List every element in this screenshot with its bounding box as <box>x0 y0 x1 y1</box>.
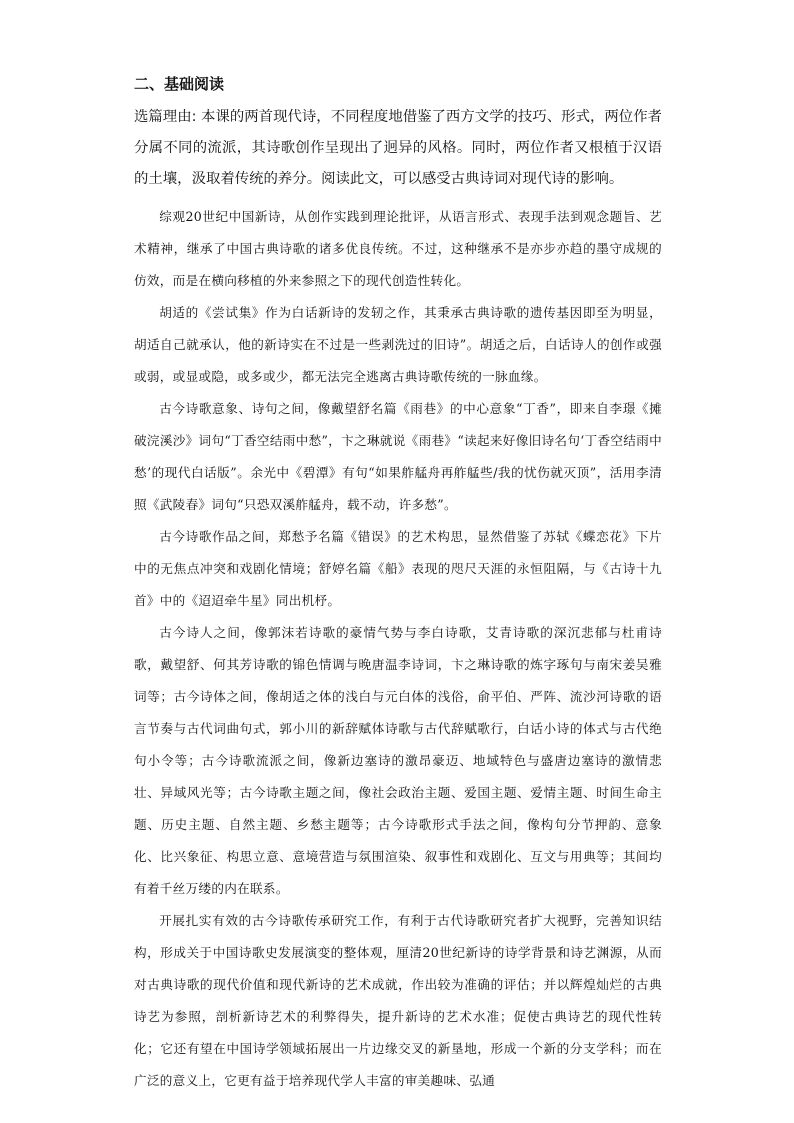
document-content <box>134 72 662 1097</box>
article-paragraph-5: 古今诗人之间，像郭沫若诗歌的豪情气势与李白诗歌，艾青诗歌的深沉悲郁与杜甫诗歌，戴望舒、何其芳诗歌的锦色情调与晚唐温李诗词，卞之琳诗歌的炼字琢句与南宋姜吴雅词等；古今诗体之间，像胡适之体的浅白与元白体的浅俗，俞平伯、严阵、流沙河诗歌的语言节奏与古代词曲句式，郭小川的新辞赋体诗歌与古代辞赋歌行，白话小诗的体式与古代绝句小令等；古今诗歌流派之间，像新边塞诗的激昂豪迈、地域特色与盛唐边塞诗的激情悲壮、异域风光等；古今诗歌主题之间，像社会政治主题、爱国主题、爱情主题、时间生命主题、历史主题、自然主题、乡愁主题等；古今诗歌形式手法之间，像构句分节押韵、意象化、比兴象征、构思立意、意境营造与氛围渲染、叙事性和戏剧化、互文与用典等；其间均有着千丝万缕的内在联系。 <box>134 625 662 896</box>
article-paragraph-2: 胡适的《尝试集》作为白话新诗的发轫之作，其秉承古典诗歌的遗传基因即至为明显，胡适自己就承认，他的新诗实在不过是一些剥洗过的旧诗”。胡适之后，白话诗人的创作或强或弱，或显或隐，或多或少，都无法完全逃离古典诗歌传统的一脉血缘。 <box>134 305 662 384</box>
article-paragraph-3: 古今诗歌意象、诗句之间，像戴望舒名篇《雨巷》的中心意象“丁香”，即来自李璟《摊破浣溪沙》词句“丁香空结雨中愁”，卞之琳就说《雨巷》“读起来好像旧诗名句‘丁香空结雨中愁’的现代白话版”。余光中《碧潭》有句“如果舴艋舟再舴艋些/我的忧伤就灭顶”，活用李清照《武陵春》词句“只恐双溪舴艋舟，载不动，许多愁”。 <box>134 401 662 512</box>
article-paragraph-4: 古今诗歌作品之间，郑愁予名篇《错误》的艺术构思，显然借鉴了苏轼《蝶恋花》下片中的无焦点冲突和戏剧化情境；舒婷名篇《船》表现的咫尺天涯的永恒阻隔，与《古诗十九首》中的《迢迢牵牛星》同出机杼。 <box>134 529 662 608</box>
section-title: 二、基础阅读 <box>134 75 225 93</box>
article-paragraph-6: 开展扎实有效的古今诗歌传承研究工作，有利于古代诗歌研究者扩大视野，完善知识结构，形成关于中国诗歌史发展演变的整体观，厘清20世纪新诗的诗学背景和诗艺渊源，从而对古典诗歌的现代价值和现代新诗的艺术成就，作出较为准确的评估；并以辉煌灿烂的古典诗艺为参照，剖析新诗艺术的利弊得失，提升新诗的艺术水准；促使古典诗艺的现代性转化；它还有望在中国诗学领域拓展出一片边缘交叉的新垦地，形成一个新的分支学科；而在广泛的意义上，它更有益于培养现代学人丰富的审美趣味、弘通 <box>134 913 662 1088</box>
article-paragraph-1: 综观20世纪中国新诗，从创作实践到理论批评，从语言形式、表现手法到观念题旨、艺术精神，继承了中国古典诗歌的诸多优良传统。不过，这种继承不是亦步亦趋的墨守成规的仿效，而是在横向移植的外来参照之下的现代创造性转化。 <box>134 209 662 288</box>
selection-reason: 选篇理由: 本课的两首现代诗，不同程度地借鉴了西方文学的技巧、形式，两位作者分属不同的流派，其诗歌创作呈现出了迥异的风格。同时，两位作者又根植于汉语的土壤，汲取着传统的养分。阅读此文，可以感受古典诗词对现代诗的影响。 <box>134 109 662 187</box>
